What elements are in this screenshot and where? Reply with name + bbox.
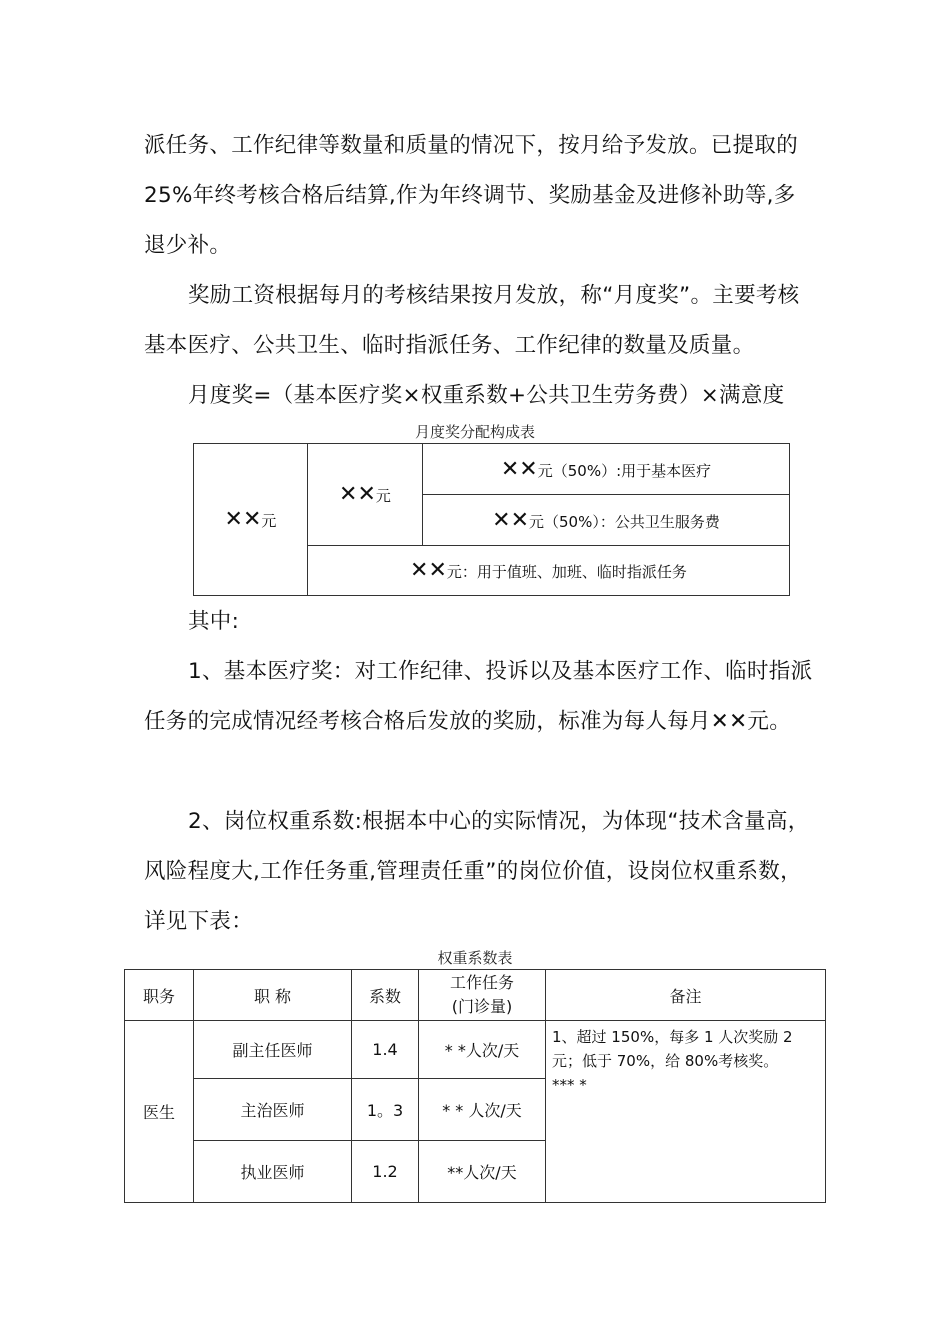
row-coefficient: 1.4 [352, 1021, 419, 1079]
duty-mark: ✕✕ [410, 558, 447, 583]
row-coefficient: 1。3 [352, 1079, 419, 1141]
header-duty: 职务 [125, 970, 194, 1021]
table-row [125, 1021, 826, 1079]
table1-caption: 月度奖分配构成表 [414, 423, 535, 441]
public-health-mark: ✕✕ [492, 507, 530, 533]
header-task [419, 970, 546, 1021]
total-amount-unit: 元 [261, 512, 277, 530]
paragraph-funds: 派任务、工作纪律等数量和质量的情况下，按月给予发放。已提取的 25%年终考核合格后结算,作为年终调节、奖励基金及进修补助等,多退少补。 [144, 133, 799, 258]
formula-monthly-bonus: 月度奖=（基本医疗奖×权重系数+公共卫生劳务费）×满意度 [188, 383, 785, 408]
paragraph-basic-medical-bonus: 1、基本医疗奖：对工作纪律、投诉以及基本医疗工作、临时指派任务的完成情况经考核合格后发放的奖励，标准为每人每月✕✕元。 [144, 659, 813, 734]
note-cell [546, 1021, 826, 1203]
row-task: * * 人次/天 [419, 1079, 546, 1141]
total-amount-cell [194, 444, 308, 596]
paragraph-among: 其中: [188, 609, 240, 634]
row-task: * *人次/天 [419, 1021, 546, 1079]
basic-medical-text: 元（50%）:用于基本医疗 [537, 461, 712, 480]
row-title: 执业医师 [194, 1141, 352, 1203]
header-note: 备注 [546, 970, 826, 1021]
row-coefficient: 1.2 [352, 1141, 419, 1203]
bonus-distribution-table [193, 443, 790, 596]
paragraph-monthly-bonus: 奖励工资根据每月的考核结果按月发放，称“月度奖”。主要考核基本医疗、公共卫生、临时指派任务、工作纪律的数量及质量。 [144, 283, 800, 358]
table2-caption: 权重系数表 [437, 949, 513, 967]
header-title: 职 称 [194, 970, 352, 1021]
note-line1: 1、超过 150%，每多 1 人次奖励 2 元；低于 70%，给 80%考核奖。 [552, 1028, 793, 1070]
weight-coefficient-table [124, 969, 826, 1203]
group-doctor: 医生 [125, 1021, 194, 1203]
basic-medical-mark: ✕✕ [500, 456, 538, 482]
public-health-cell [423, 495, 790, 546]
row-title: 副主任医师 [194, 1021, 352, 1079]
sub-amount-cell [308, 444, 423, 546]
sub-amount-mark: ✕✕ [339, 482, 376, 507]
row-task: **人次/天 [419, 1141, 546, 1203]
header-coefficient: 系数 [352, 970, 419, 1021]
duty-cell [308, 546, 790, 596]
public-health-text: 元（50%）：公共卫生服务费 [529, 512, 720, 531]
header-task-line1: 工作任务 [449, 973, 514, 992]
row-title: 主治医师 [194, 1079, 352, 1141]
paragraph-weight-coefficient: 2、岗位权重系数:根据本中心的实际情况，为体现“技术含量高，风险程度大,工作任务重,管理责任重”的岗位价值，设岗位权重系数，详见下表： [144, 809, 810, 934]
basic-medical-cell [423, 444, 790, 495]
header-task-line2: (门诊量) [451, 997, 513, 1016]
duty-text: 元：用于值班、加班、临时指派任务 [446, 563, 687, 581]
note-line2: *** * [552, 1076, 587, 1094]
sub-amount-unit: 元 [375, 487, 391, 505]
total-amount-mark: ✕✕ [224, 507, 262, 532]
